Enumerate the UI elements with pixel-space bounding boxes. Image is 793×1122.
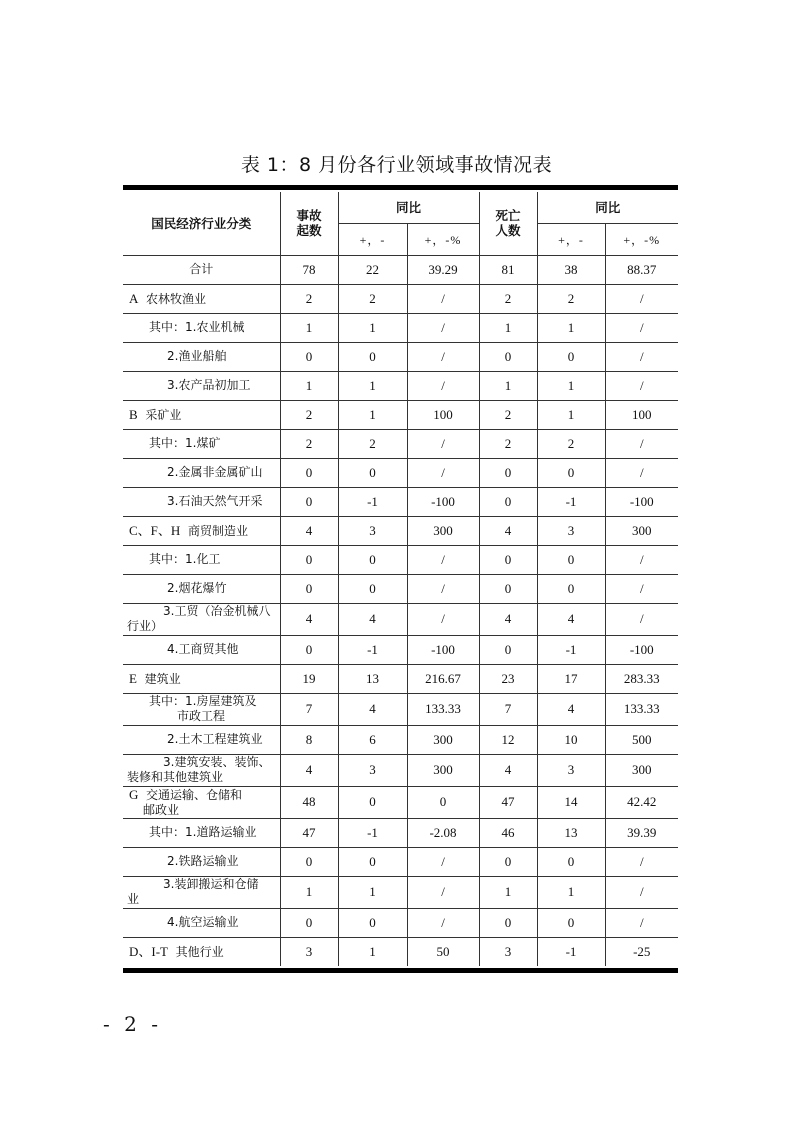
value-cell-death-diff: 2 — [537, 284, 605, 313]
value-cell-acc-pct: / — [407, 574, 479, 603]
category-cell — [123, 487, 280, 516]
value-cell-acc-pct: 39.29 — [407, 255, 479, 284]
value-cell-acc-diff: 2 — [338, 429, 407, 458]
table-header — [123, 192, 678, 255]
category-code: B — [129, 406, 138, 422]
category-cell — [123, 284, 280, 313]
value-cell-acc-diff: 4 — [338, 603, 407, 635]
value-cell-acc-pct: 300 — [407, 754, 479, 786]
category-cell — [123, 754, 280, 786]
value-cell-acc-pct: / — [407, 371, 479, 400]
value-cell-deaths: 0 — [479, 545, 537, 574]
value-cell-death-diff: 17 — [537, 664, 605, 693]
table-row — [123, 603, 678, 635]
value-cell-accidents: 1 — [280, 371, 338, 400]
value-cell-death-diff: 38 — [537, 255, 605, 284]
table-row — [123, 847, 678, 876]
value-cell-deaths: 0 — [479, 847, 537, 876]
category-cell — [123, 937, 280, 966]
category-cell — [123, 725, 280, 754]
category-label-continued: 邮政业 — [143, 802, 180, 817]
value-cell-deaths: 12 — [479, 725, 537, 754]
value-cell-death-diff: 13 — [537, 818, 605, 847]
value-cell-acc-pct: 50 — [407, 937, 479, 966]
value-cell-acc-pct: / — [407, 284, 479, 313]
category-label: 商贸制造业 — [187, 523, 248, 538]
header-accidents — [280, 192, 338, 255]
category-cell — [123, 818, 280, 847]
value-cell-accidents: 47 — [280, 818, 338, 847]
value-cell-acc-diff: 0 — [338, 545, 407, 574]
category-cell — [123, 516, 280, 545]
value-cell-death-diff: 1 — [537, 400, 605, 429]
value-cell-acc-pct: / — [407, 313, 479, 342]
header-yoy-deaths: 同比 — [537, 192, 678, 223]
value-cell-death-diff: 3 — [537, 754, 605, 786]
value-cell-acc-diff: 4 — [338, 693, 407, 725]
value-cell-accidents: 2 — [280, 429, 338, 458]
value-cell-death-diff: -1 — [537, 937, 605, 966]
table-row — [123, 908, 678, 937]
value-cell-accidents: 78 — [280, 255, 338, 284]
category-cell — [123, 371, 280, 400]
category-label: 采矿业 — [145, 407, 182, 422]
value-cell-death-pct: 88.37 — [605, 255, 678, 284]
value-cell-death-pct: / — [605, 371, 678, 400]
value-cell-acc-diff: 13 — [338, 664, 407, 693]
value-cell-deaths: 7 — [479, 693, 537, 725]
value-cell-accidents: 1 — [280, 876, 338, 908]
category-cell — [123, 908, 280, 937]
value-cell-death-diff: 10 — [537, 725, 605, 754]
value-cell-accidents: 0 — [280, 574, 338, 603]
category-cell — [123, 458, 280, 487]
category-label-continued: 市政工程 — [177, 709, 226, 723]
value-cell-death-pct: 300 — [605, 754, 678, 786]
category-cell — [123, 876, 280, 908]
value-cell-acc-diff: -1 — [338, 818, 407, 847]
value-cell-death-pct: / — [605, 545, 678, 574]
category-label: 其中：1.房屋建筑及 — [149, 694, 257, 708]
value-cell-accidents: 0 — [280, 342, 338, 371]
value-cell-acc-diff: -1 — [338, 487, 407, 516]
table-bottom-rule — [123, 968, 678, 973]
category-label: 2.铁路运输业 — [167, 854, 239, 868]
value-cell-acc-diff: 1 — [338, 400, 407, 429]
value-cell-acc-diff: 1 — [338, 371, 407, 400]
table-row — [123, 664, 678, 693]
category-label: 4.工商贸其他 — [167, 642, 239, 656]
value-cell-deaths: 2 — [479, 400, 537, 429]
value-cell-acc-pct: / — [407, 847, 479, 876]
value-cell-death-diff: 3 — [537, 516, 605, 545]
table-row — [123, 545, 678, 574]
table-row — [123, 574, 678, 603]
category-label-continued: 业 — [127, 892, 140, 906]
table-row — [123, 400, 678, 429]
category-label: 其中：1.农业机械 — [149, 320, 245, 334]
value-cell-accidents: 2 — [280, 400, 338, 429]
table-body — [123, 255, 678, 966]
value-cell-death-diff: 2 — [537, 429, 605, 458]
value-cell-acc-pct: / — [407, 458, 479, 487]
value-cell-death-pct: / — [605, 847, 678, 876]
value-cell-accidents: 8 — [280, 725, 338, 754]
value-cell-acc-diff: 2 — [338, 284, 407, 313]
category-label-continued: 装修和其他建筑业 — [127, 770, 224, 784]
table-row — [123, 786, 678, 818]
value-cell-acc-diff: 0 — [338, 908, 407, 937]
value-cell-deaths: 2 — [479, 284, 537, 313]
value-cell-acc-pct: 100 — [407, 400, 479, 429]
value-cell-acc-diff: 1 — [338, 937, 407, 966]
table-title: 表 1：8 月份各行业领域事故情况表 — [240, 154, 553, 176]
category-cell — [123, 400, 280, 429]
category-label: 交通运输、仓储和 — [146, 787, 243, 802]
table-row — [123, 284, 678, 313]
table-row — [123, 754, 678, 786]
value-cell-acc-diff: 1 — [338, 876, 407, 908]
value-cell-death-diff: 4 — [537, 693, 605, 725]
table-row — [123, 876, 678, 908]
category-cell — [123, 786, 280, 818]
value-cell-death-diff: 0 — [537, 574, 605, 603]
value-cell-death-pct: / — [605, 603, 678, 635]
category-code: A — [129, 290, 139, 306]
value-cell-acc-pct: 300 — [407, 725, 479, 754]
table-row — [123, 255, 678, 284]
category-cell — [123, 664, 280, 693]
value-cell-acc-pct: / — [407, 545, 479, 574]
value-cell-death-pct: / — [605, 876, 678, 908]
value-cell-acc-pct: 216.67 — [407, 664, 479, 693]
category-label: 2.土木工程建筑业 — [167, 732, 263, 746]
table-row — [123, 487, 678, 516]
category-label: 其中：1.煤矿 — [149, 436, 221, 450]
category-label: 合计 — [189, 262, 214, 276]
value-cell-death-pct: 500 — [605, 725, 678, 754]
value-cell-deaths: 1 — [479, 371, 537, 400]
table-top-rule — [123, 185, 678, 190]
table-row — [123, 458, 678, 487]
value-cell-death-pct: / — [605, 908, 678, 937]
value-cell-acc-pct: / — [407, 876, 479, 908]
value-cell-death-diff: 1 — [537, 313, 605, 342]
value-cell-deaths: 2 — [479, 429, 537, 458]
value-cell-accidents: 4 — [280, 516, 338, 545]
value-cell-death-pct: / — [605, 458, 678, 487]
category-cell — [123, 847, 280, 876]
category-cell — [123, 693, 280, 725]
table-row — [123, 342, 678, 371]
value-cell-acc-pct: -100 — [407, 635, 479, 664]
value-cell-death-pct: -100 — [605, 635, 678, 664]
value-cell-deaths: 81 — [479, 255, 537, 284]
table-row — [123, 635, 678, 664]
header-accidents-line1: 事故 — [296, 208, 322, 224]
header-deaths-line2: 人数 — [495, 223, 521, 239]
category-label-continued: 行业） — [127, 619, 164, 633]
value-cell-acc-pct: -2.08 — [407, 818, 479, 847]
value-cell-deaths: 23 — [479, 664, 537, 693]
value-cell-acc-diff: 1 — [338, 313, 407, 342]
page-number: - 2 - — [103, 1012, 162, 1036]
table-row — [123, 693, 678, 725]
value-cell-deaths: 0 — [479, 458, 537, 487]
category-label: 2.渔业船舶 — [167, 349, 227, 363]
value-cell-acc-pct: / — [407, 603, 479, 635]
value-cell-accidents: 2 — [280, 284, 338, 313]
value-cell-death-diff: 4 — [537, 603, 605, 635]
value-cell-acc-diff: 0 — [338, 458, 407, 487]
value-cell-accidents: 0 — [280, 908, 338, 937]
category-cell — [123, 342, 280, 371]
value-cell-death-pct: / — [605, 284, 678, 313]
value-cell-acc-pct: 133.33 — [407, 693, 479, 725]
table-row — [123, 371, 678, 400]
value-cell-death-diff: -1 — [537, 487, 605, 516]
category-label: 2.烟花爆竹 — [167, 581, 227, 595]
value-cell-death-diff: -1 — [537, 635, 605, 664]
value-cell-death-pct: 100 — [605, 400, 678, 429]
category-label: 其中：1.化工 — [149, 552, 221, 566]
value-cell-deaths: 0 — [479, 487, 537, 516]
value-cell-death-diff: 1 — [537, 876, 605, 908]
value-cell-death-pct: -25 — [605, 937, 678, 966]
value-cell-deaths: 4 — [479, 516, 537, 545]
category-label: 建筑业 — [144, 671, 181, 686]
accident-table-container — [123, 185, 678, 973]
value-cell-accidents: 7 — [280, 693, 338, 725]
category-label: 3.建筑安装、装饰、 — [163, 755, 271, 769]
category-cell — [123, 545, 280, 574]
value-cell-acc-diff: 0 — [338, 847, 407, 876]
table-row — [123, 725, 678, 754]
category-line1 — [129, 787, 280, 803]
value-cell-deaths: 46 — [479, 818, 537, 847]
value-cell-acc-diff: 3 — [338, 516, 407, 545]
value-cell-death-pct: / — [605, 313, 678, 342]
header-yoy-accidents: 同比 — [338, 192, 479, 223]
category-label: 4.航空运输业 — [167, 915, 239, 929]
value-cell-death-diff: 0 — [537, 342, 605, 371]
value-cell-acc-pct: / — [407, 342, 479, 371]
value-cell-deaths: 47 — [479, 786, 537, 818]
table-row — [123, 937, 678, 966]
category-cell — [123, 635, 280, 664]
category-label: 其他行业 — [175, 944, 224, 959]
category-code: E — [129, 670, 137, 686]
value-cell-accidents: 0 — [280, 635, 338, 664]
category-label: 3.石油天然气开采 — [167, 494, 263, 508]
value-cell-accidents: 0 — [280, 545, 338, 574]
value-cell-acc-diff: 0 — [338, 786, 407, 818]
value-cell-acc-pct: / — [407, 908, 479, 937]
value-cell-death-pct: 300 — [605, 516, 678, 545]
value-cell-death-pct: -100 — [605, 487, 678, 516]
value-cell-accidents: 3 — [280, 937, 338, 966]
category-code: D、I-T — [129, 943, 168, 959]
value-cell-acc-pct: 300 — [407, 516, 479, 545]
header-accidents-diff: +，- — [338, 223, 407, 255]
value-cell-death-diff: 1 — [537, 371, 605, 400]
value-cell-deaths: 1 — [479, 876, 537, 908]
category-cell — [123, 603, 280, 635]
header-accidents-line2: 起数 — [296, 223, 322, 239]
category-cell — [123, 574, 280, 603]
header-accidents-pct: +，-% — [407, 223, 479, 255]
value-cell-accidents: 4 — [280, 603, 338, 635]
value-cell-death-pct: / — [605, 574, 678, 603]
category-code: G — [129, 786, 139, 802]
value-cell-death-diff: 0 — [537, 545, 605, 574]
category-cell — [123, 429, 280, 458]
value-cell-acc-diff: -1 — [338, 635, 407, 664]
value-cell-death-diff: 0 — [537, 458, 605, 487]
value-cell-deaths: 4 — [479, 754, 537, 786]
value-cell-accidents: 0 — [280, 487, 338, 516]
value-cell-death-pct: 133.33 — [605, 693, 678, 725]
header-deaths-line1: 死亡 — [495, 208, 521, 224]
value-cell-acc-pct: -100 — [407, 487, 479, 516]
value-cell-acc-pct: / — [407, 429, 479, 458]
value-cell-death-pct: 42.42 — [605, 786, 678, 818]
header-category: 国民经济行业分类 — [123, 192, 280, 255]
value-cell-death-diff: 0 — [537, 908, 605, 937]
value-cell-accidents: 4 — [280, 754, 338, 786]
category-label: 3.装卸搬运和仓储 — [163, 877, 259, 891]
accident-table — [123, 192, 678, 966]
table-row — [123, 516, 678, 545]
category-cell — [123, 255, 280, 284]
table-row — [123, 313, 678, 342]
value-cell-acc-diff: 3 — [338, 754, 407, 786]
category-cell — [123, 313, 280, 342]
value-cell-death-pct: 39.39 — [605, 818, 678, 847]
value-cell-death-pct: / — [605, 429, 678, 458]
value-cell-accidents: 1 — [280, 313, 338, 342]
value-cell-acc-pct: 0 — [407, 786, 479, 818]
value-cell-accidents: 19 — [280, 664, 338, 693]
header-deaths-diff: +，- — [537, 223, 605, 255]
value-cell-deaths: 1 — [479, 313, 537, 342]
category-label: 2.金属非金属矿山 — [167, 465, 263, 479]
value-cell-deaths: 0 — [479, 574, 537, 603]
value-cell-death-pct: / — [605, 342, 678, 371]
value-cell-deaths: 3 — [479, 937, 537, 966]
value-cell-death-pct: 283.33 — [605, 664, 678, 693]
value-cell-death-diff: 14 — [537, 786, 605, 818]
value-cell-acc-diff: 0 — [338, 574, 407, 603]
value-cell-acc-diff: 0 — [338, 342, 407, 371]
value-cell-deaths: 0 — [479, 635, 537, 664]
category-label: 其中：1.道路运输业 — [149, 825, 257, 839]
value-cell-accidents: 0 — [280, 458, 338, 487]
value-cell-deaths: 0 — [479, 342, 537, 371]
value-cell-acc-diff: 6 — [338, 725, 407, 754]
category-label: 农林牧渔业 — [146, 291, 207, 306]
value-cell-deaths: 4 — [479, 603, 537, 635]
category-code: C、F、H — [129, 522, 181, 538]
category-label: 3.工贸（冶金机械八 — [163, 604, 271, 618]
header-deaths — [479, 192, 537, 255]
header-deaths-pct: +，-% — [605, 223, 678, 255]
value-cell-deaths: 0 — [479, 908, 537, 937]
table-row — [123, 429, 678, 458]
category-label: 3.农产品初加工 — [167, 378, 251, 392]
value-cell-accidents: 48 — [280, 786, 338, 818]
value-cell-death-diff: 0 — [537, 847, 605, 876]
table-row — [123, 818, 678, 847]
value-cell-accidents: 0 — [280, 847, 338, 876]
value-cell-acc-diff: 22 — [338, 255, 407, 284]
